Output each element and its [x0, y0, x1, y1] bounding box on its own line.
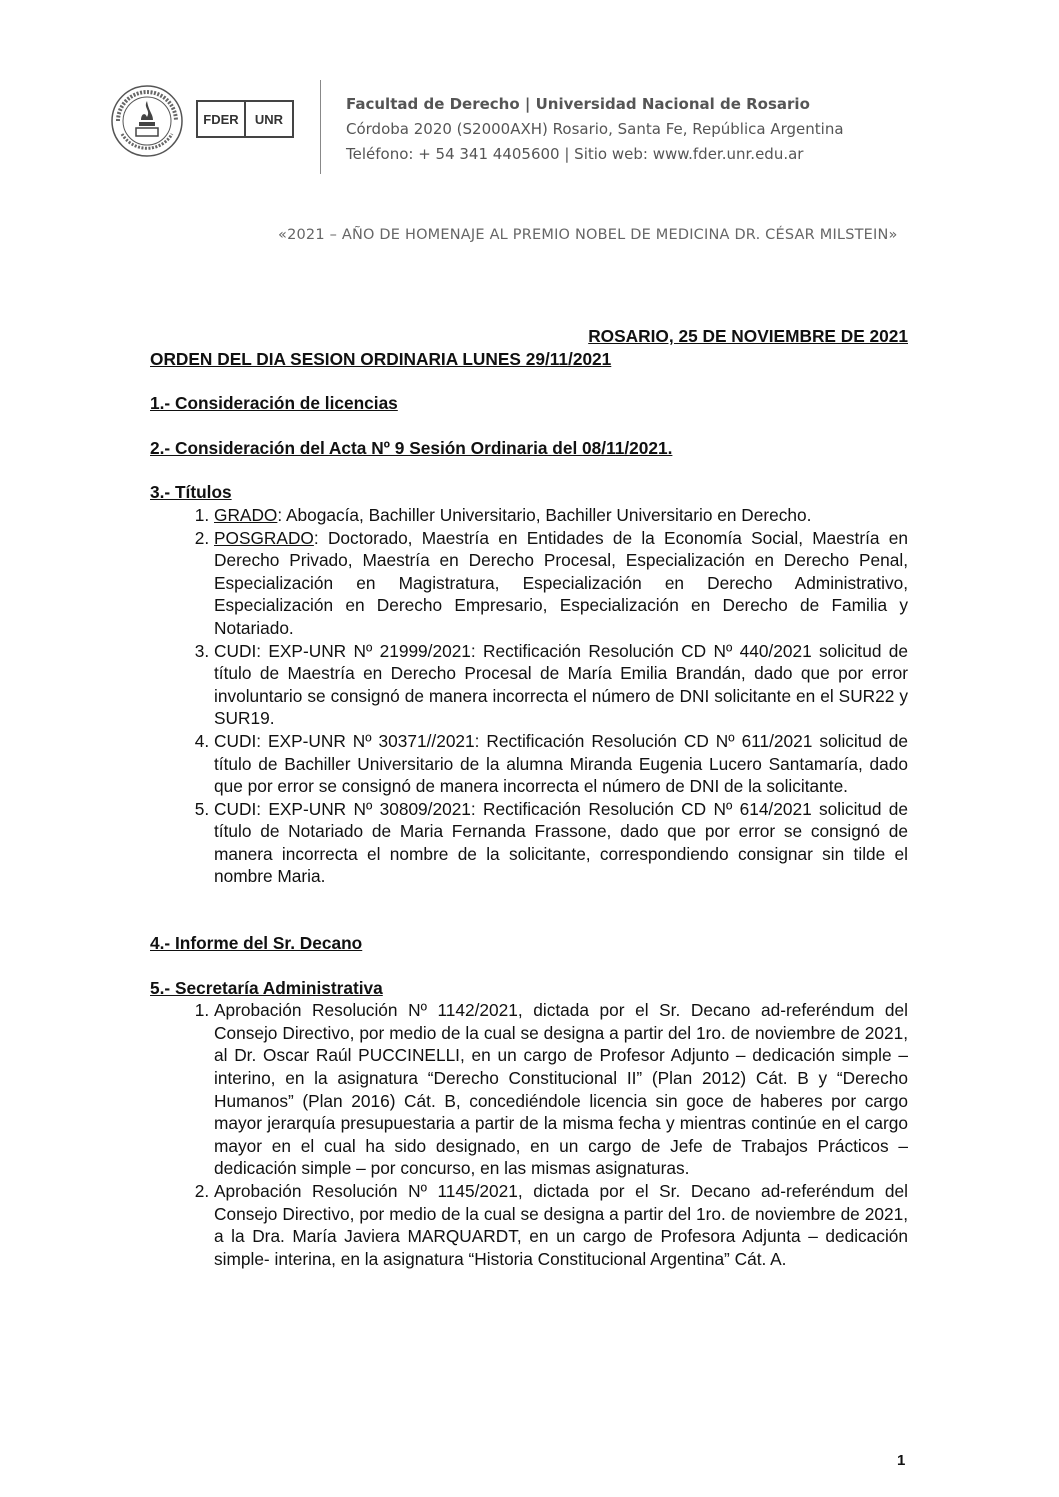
header-divider — [320, 80, 321, 174]
section-3-list — [150, 504, 908, 888]
item-label: GRADO — [214, 504, 278, 525]
section-3-heading: 3.- Títulos — [150, 482, 232, 503]
item-text: : Abogacía, Bachiller Universitario, Bachiller Universitario en Derecho. — [277, 504, 812, 525]
letterhead — [110, 78, 950, 178]
item-text: Aprobación Resolución Nº 1145/2021, dictada por el Sr. Decano ad-referéndum del Consejo Directivo, por medio de la cual se designa a partir del 1ro. de noviembre de 2021, a la Dra. María Javiera MARQUARDT, en un cargo de Profesora Adjunta – dedicación simple- interina, en la asignatura “Historia Constitucional Argentina” Cát. A. — [214, 1181, 908, 1269]
section-4-heading: 4.- Informe del Sr. Decano — [150, 933, 363, 954]
list-item — [214, 999, 908, 1180]
list-item — [214, 1180, 908, 1270]
item-text: Aprobación Resolución Nº 1142/2021, dictada por el Sr. Decano ad-referéndum del Consejo Directivo, por medio de la cual se designa a partir del 1ro. de noviembre de 2021, al Dr. Oscar Raúl PUCCINELLI, en un cargo de Profesor Adjunto – dedicación simple – interino, en la asignatura “Derecho Constitucional II” (Plan 2012) Cát. B y “Derecho Humanos” (Plan 2016) Cát. B, concediéndole licencia sin goce de haberes por cargo mayor jerarquía presupuestaria a partir de la misma fecha y mientras continúe en el cargo mayor en el cual ha sido designado, en un cargo de Jefe de Trabajos Prácticos – dedicación simple – por concurso, en las mismas asignaturas. — [214, 1000, 908, 1179]
list-item — [214, 730, 908, 798]
section-1-heading: 1.- Consideración de licencias — [150, 393, 398, 414]
list-item — [214, 527, 908, 640]
agenda-title: ORDEN DEL DIA SESION ORDINARIA LUNES 29/11/2021 — [150, 348, 612, 369]
item-label: POSGRADO — [214, 527, 314, 548]
list-item — [214, 504, 908, 527]
institution-contact: Teléfono: + 54 341 4405600 | Sitio web: www.fder.unr.edu.ar — [346, 145, 804, 163]
university-seal-icon — [110, 84, 184, 158]
item-text: CUDI: EXP-UNR Nº 30371//2021: Rectificación Resolución CD Nº 611/2021 solicitud de título de Bachiller Universitario de la alumna Miranda Eugenia Lucero Santamaría, dado que por error se consignó de manera incorrecta el número de DNI de la solicitante. — [214, 730, 908, 797]
item-text: CUDI: EXP-UNR Nº 30809/2021: Rectificación Resolución CD Nº 614/2021 solicitud de título de Notariado de Maria Fernanda Frassone, dado que por error se consignó de manera incorrecta el nombre de la solicitante, correspondiendo consignar sin tilde el nombre Maria. — [214, 798, 908, 887]
list-item — [214, 640, 908, 730]
date-line: ROSARIO, 25 DE NOVIEMBRE DE 2021 — [588, 326, 908, 346]
institution-info — [346, 92, 844, 167]
section-5-heading: 5.- Secretaría Administrativa — [150, 977, 383, 998]
page-number: 1 — [897, 1452, 906, 1469]
year-motto: «2021 – AÑO DE HOMENAJE AL PREMIO NOBEL DE MEDICINA DR. CÉSAR MILSTEIN» — [278, 227, 898, 243]
section-2-heading: 2.- Consideración del Acta Nº 9 Sesión Ordinaria del 08/11/2021. — [150, 437, 673, 458]
institution-address: Córdoba 2020 (S2000AXH) Rosario, Santa Fe, República Argentina — [346, 120, 844, 138]
unr-logo: UNR — [244, 100, 294, 138]
fder-logo: FDER — [196, 100, 246, 138]
list-item — [214, 798, 908, 888]
item-text: : Doctorado, Maestría en Entidades de la Economía Social, Maestría en Derecho Privado, Maestría en Derecho Procesal, Especialización en Derecho Penal, Especialización en Magistratura, Especialización en Derecho Administrativo, Especialización en Derecho Empresario, Especialización en Derecho de Familia y Notariado. — [214, 527, 908, 638]
institution-name: Facultad de Derecho | Universidad Nacional de Rosario — [346, 95, 810, 113]
item-text: CUDI: EXP-UNR Nº 21999/2021: Rectificación Resolución CD Nº 440/2021 solicitud de título de Maestría en Derecho Procesal de María Emilia Brandán, dado que por error involuntario se consignó de manera incorrecta el número de DNI solicitante en el SUR22 y SUR19. — [214, 640, 908, 729]
section-5-list — [150, 999, 908, 1270]
document-body — [150, 325, 908, 1270]
